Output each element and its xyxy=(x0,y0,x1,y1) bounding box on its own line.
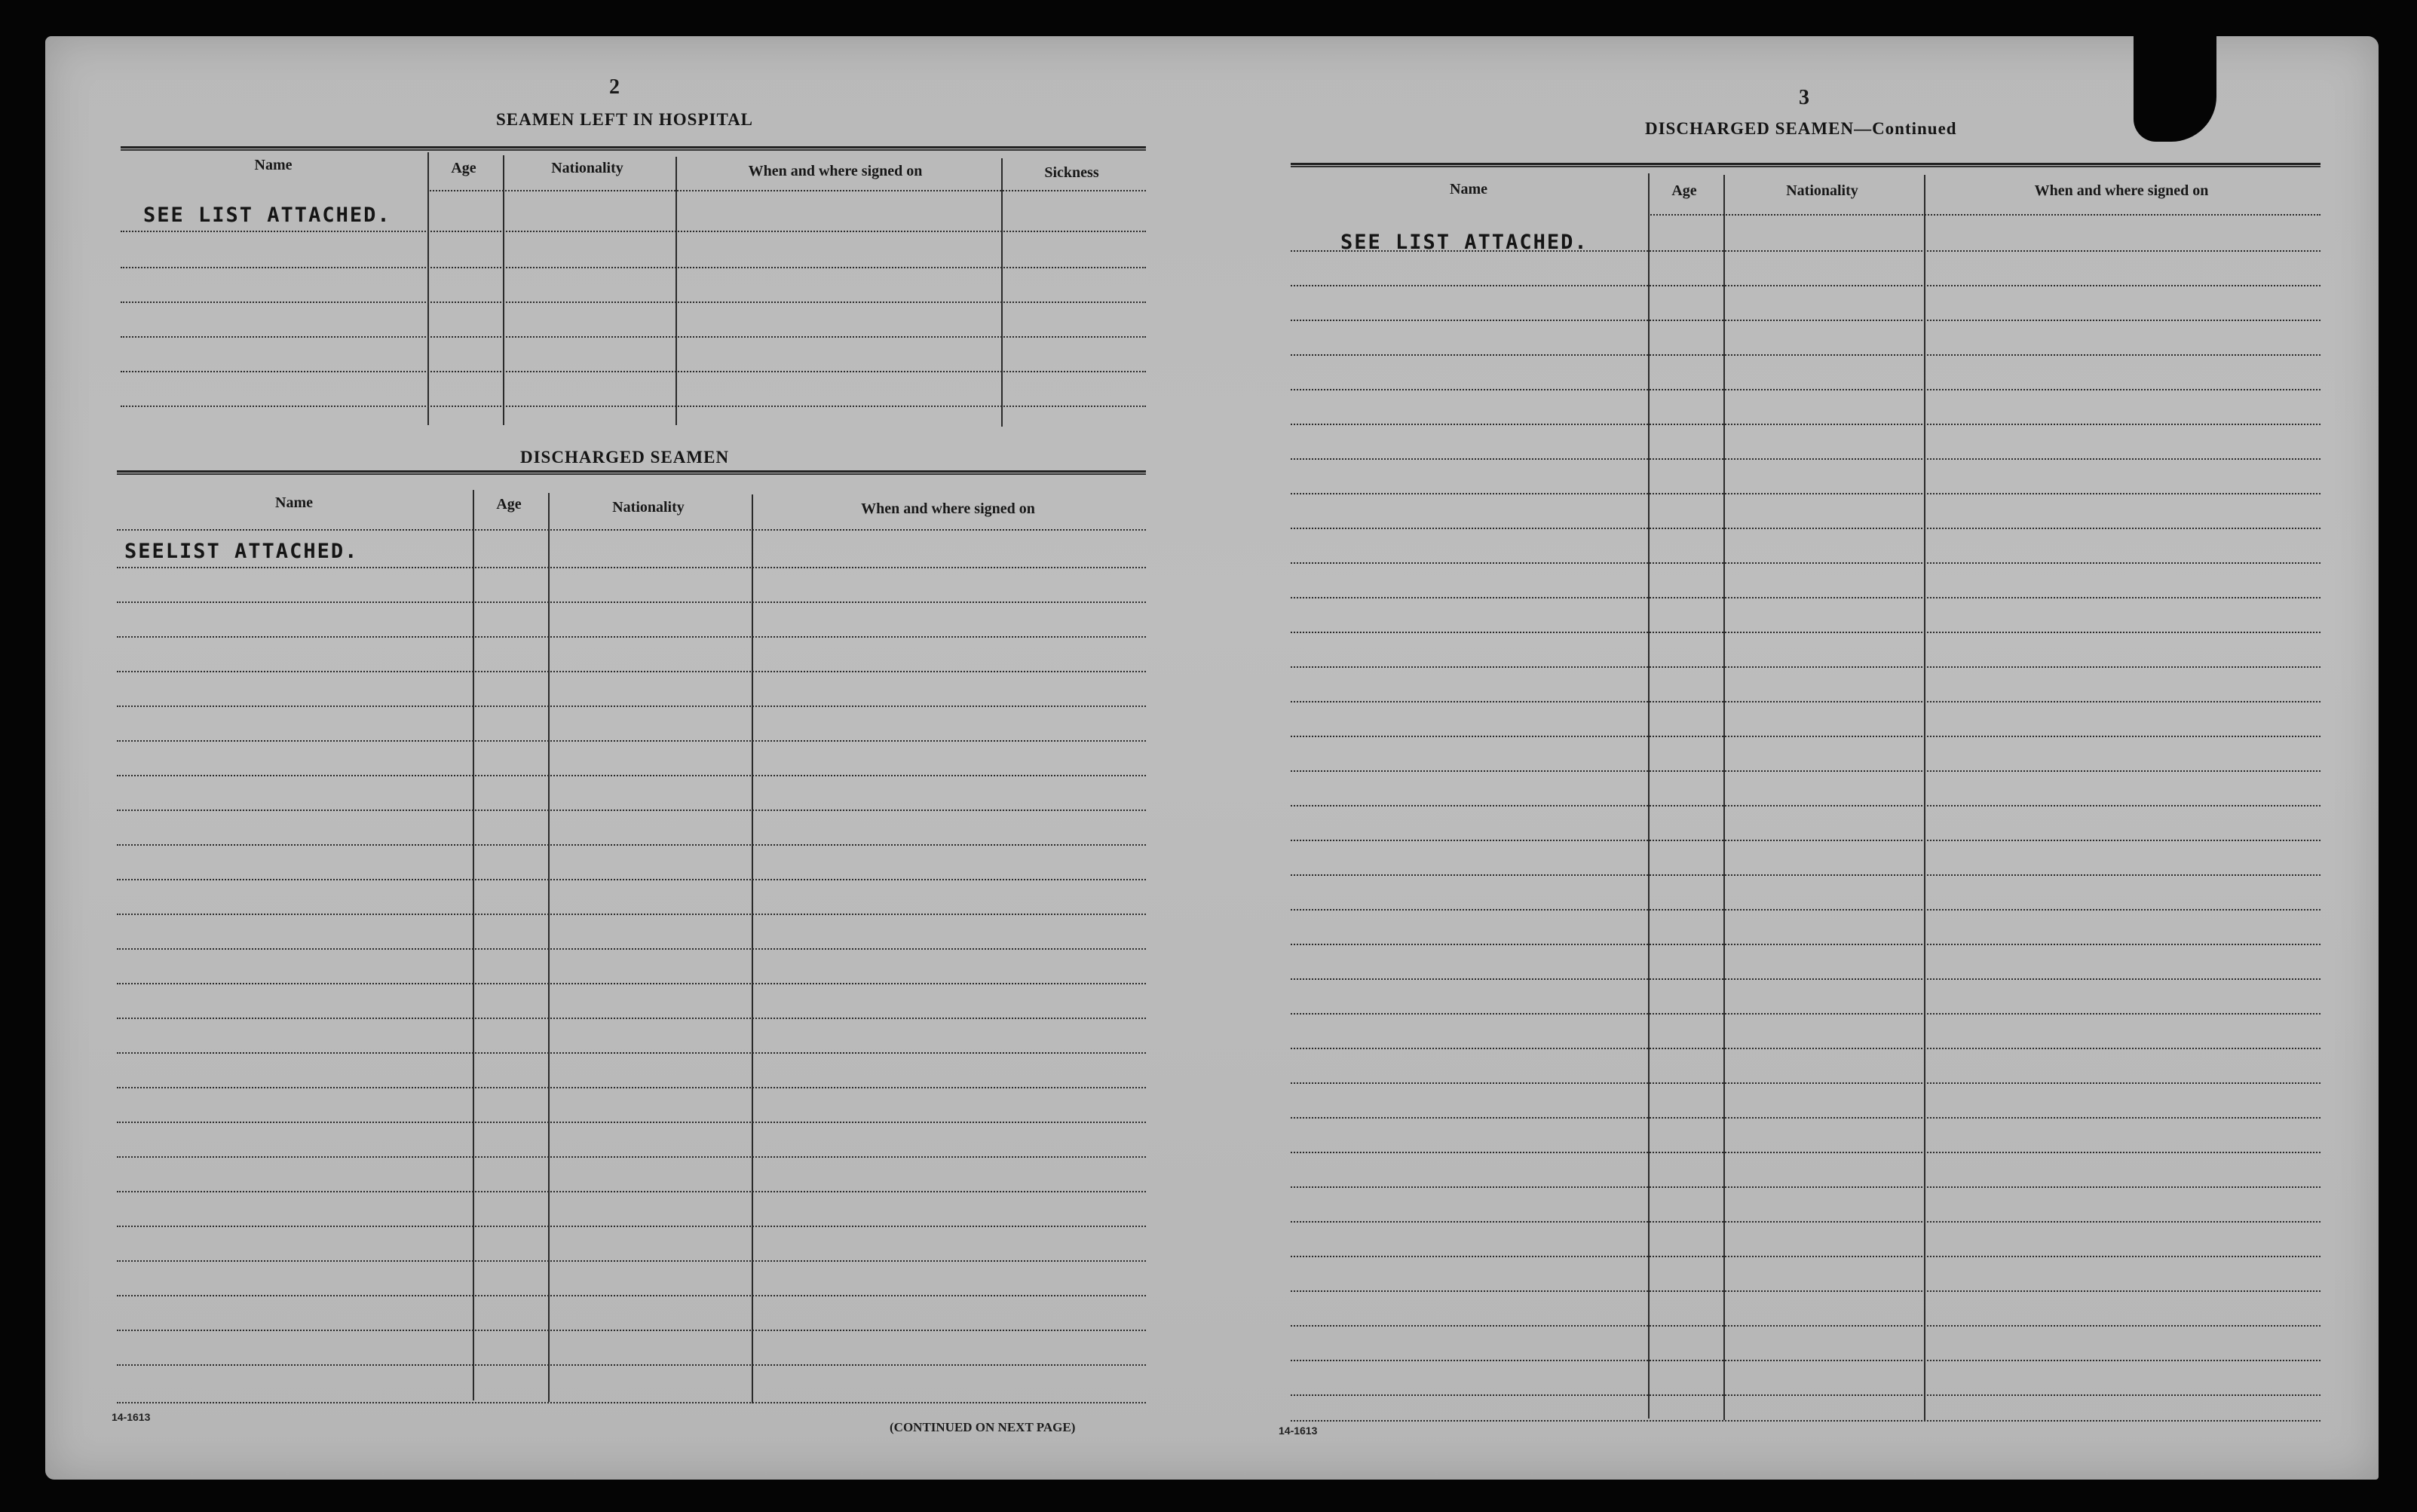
row-rule xyxy=(1291,1048,2321,1049)
discharged-table xyxy=(117,470,1146,1413)
row-rule xyxy=(1291,1256,2321,1257)
column-divider xyxy=(1924,175,1925,1422)
row-rule xyxy=(1291,354,2321,356)
row-rule xyxy=(1291,1186,2321,1188)
page-number: 2 xyxy=(609,75,620,99)
row-rule xyxy=(1291,597,2321,598)
row-rule xyxy=(1291,1420,2321,1422)
row-rule xyxy=(117,1018,1146,1019)
column-header-signed-on: When and where signed on xyxy=(748,163,923,179)
row-rule xyxy=(1291,840,2321,841)
row-rule xyxy=(117,1295,1146,1296)
row-rule xyxy=(1291,1013,2321,1015)
row-rule xyxy=(121,231,1146,232)
row-rule xyxy=(117,636,1146,638)
row-rule xyxy=(1291,1152,2321,1153)
row-rule xyxy=(117,1156,1146,1158)
row-rule xyxy=(121,371,1146,372)
column-divider xyxy=(473,490,474,1400)
form-number: 14-1613 xyxy=(1279,1425,1318,1437)
discharged-continued-title: DISCHARGED SEAMEN—Continued xyxy=(1645,119,1957,138)
row-rule xyxy=(1291,805,2321,807)
row-rule xyxy=(1291,493,2321,494)
column-header-age: Age xyxy=(496,496,522,513)
row-rule xyxy=(1291,632,2321,633)
row-rule xyxy=(1648,214,2321,216)
typed-entry: SEE LIST ATTACHED. xyxy=(1340,231,1588,254)
column-divider xyxy=(675,157,677,425)
column-header-name: Name xyxy=(254,157,293,173)
column-header-name: Name xyxy=(1450,181,1487,197)
row-rule xyxy=(1291,736,2321,737)
column-header-nationality: Nationality xyxy=(551,160,623,176)
row-rule xyxy=(117,914,1146,915)
row-rule xyxy=(121,301,1146,303)
row-rule xyxy=(117,1052,1146,1054)
row-rule xyxy=(121,406,1146,407)
column-header-age: Age xyxy=(451,160,476,176)
row-rule xyxy=(1291,874,2321,876)
hospital-section-title: SEAMEN LEFT IN HOSPITAL xyxy=(496,110,754,129)
row-rule xyxy=(1291,458,2321,460)
row-rule xyxy=(117,775,1146,776)
row-rule xyxy=(117,844,1146,846)
row-rule xyxy=(117,1191,1146,1192)
row-rule xyxy=(1291,528,2321,529)
row-rule xyxy=(1291,1082,2321,1084)
column-divider xyxy=(427,152,429,425)
row-rule xyxy=(1291,666,2321,668)
row-rule xyxy=(117,879,1146,880)
row-rule xyxy=(117,1402,1146,1403)
row-rule xyxy=(117,567,1146,568)
column-header-signed-on: When and where signed on xyxy=(861,500,1035,517)
discharged-section-title: DISCHARGED SEAMEN xyxy=(520,448,730,467)
hospital-table xyxy=(121,146,1146,431)
row-rule xyxy=(117,1364,1146,1366)
table-top-rule xyxy=(117,470,1146,475)
row-rule xyxy=(117,705,1146,707)
column-divider xyxy=(1001,158,1003,427)
row-rule xyxy=(1291,1394,2321,1396)
row-rule xyxy=(1291,978,2321,980)
column-divider xyxy=(503,155,504,425)
row-rule xyxy=(1291,562,2321,564)
table-top-rule xyxy=(121,146,1146,151)
row-rule xyxy=(1291,285,2321,286)
row-rule xyxy=(427,190,1146,191)
form-number: 14-1613 xyxy=(112,1411,151,1423)
row-rule xyxy=(121,267,1146,268)
row-rule xyxy=(1291,1117,2321,1119)
column-divider xyxy=(1723,175,1725,1420)
row-rule xyxy=(117,1260,1146,1262)
column-divider xyxy=(1648,173,1650,1419)
row-rule xyxy=(121,336,1146,338)
typed-entry: SEE LIST ATTACHED. xyxy=(143,204,391,227)
row-rule xyxy=(117,810,1146,811)
column-divider xyxy=(548,493,550,1402)
row-rule xyxy=(1291,320,2321,321)
row-rule xyxy=(117,529,1146,531)
row-rule xyxy=(1291,1325,2321,1327)
typed-entry: SEELIST ATTACHED. xyxy=(124,540,359,563)
column-header-signed-on: When and where signed on xyxy=(2034,182,2209,199)
row-rule xyxy=(1291,909,2321,911)
discharged-continued-table xyxy=(1291,163,2321,1423)
column-header-age: Age xyxy=(1671,182,1697,199)
row-rule xyxy=(1291,1290,2321,1292)
row-rule xyxy=(117,740,1146,742)
row-rule xyxy=(117,1330,1146,1331)
left-page xyxy=(0,0,1206,1512)
row-rule xyxy=(1291,944,2321,945)
row-rule xyxy=(117,1122,1146,1123)
column-header-name: Name xyxy=(275,494,313,511)
column-header-sickness: Sickness xyxy=(1044,164,1099,181)
row-rule xyxy=(117,948,1146,950)
page-number: 3 xyxy=(1799,86,1809,109)
row-rule xyxy=(1291,389,2321,390)
row-rule xyxy=(117,1226,1146,1227)
column-header-nationality: Nationality xyxy=(612,499,685,516)
row-rule xyxy=(1291,1221,2321,1223)
continued-note: (CONTINUED ON NEXT PAGE) xyxy=(890,1420,1076,1434)
right-page xyxy=(1206,0,2417,1512)
row-rule xyxy=(117,601,1146,603)
row-rule xyxy=(117,671,1146,672)
row-rule xyxy=(1291,424,2321,425)
row-rule xyxy=(1291,770,2321,772)
table-top-rule xyxy=(1291,163,2321,167)
column-header-nationality: Nationality xyxy=(1786,182,1858,199)
row-rule xyxy=(117,983,1146,984)
row-rule xyxy=(117,1087,1146,1088)
row-rule xyxy=(1291,701,2321,702)
row-rule xyxy=(1291,1360,2321,1361)
